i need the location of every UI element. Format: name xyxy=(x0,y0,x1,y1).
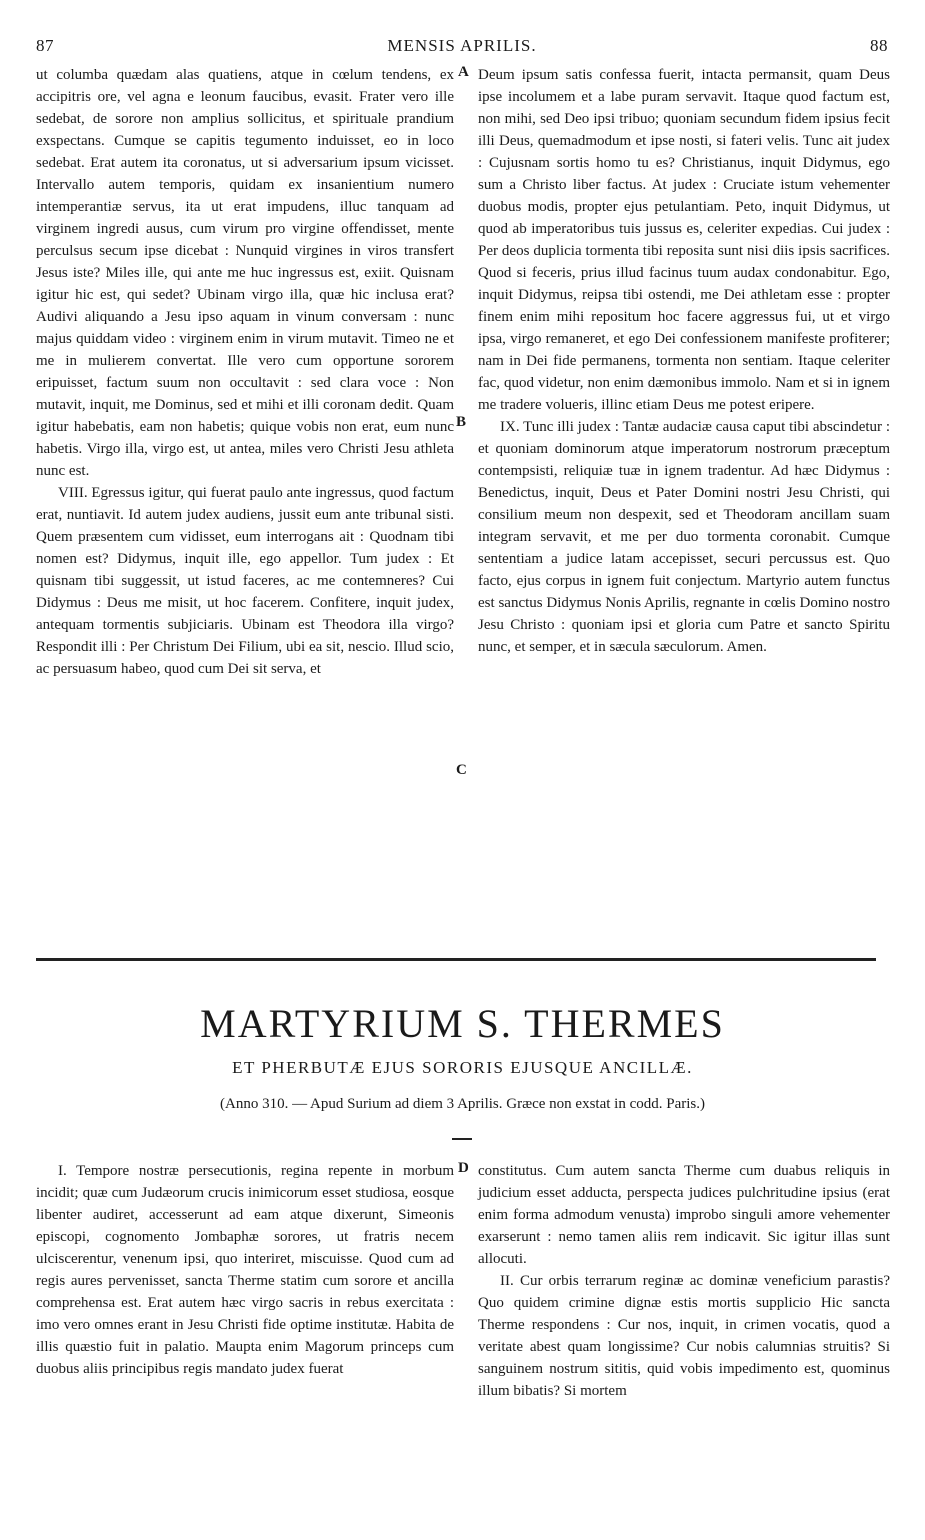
running-title: MENSIS APRILIS. xyxy=(387,36,537,55)
section-note: (Anno 310. — Apud Surium ad diem 3 Aprilis. Græce non exstat in codd. Paris.) xyxy=(220,1096,705,1112)
section-title: MARTYRIUM S. THERMES xyxy=(200,1001,725,1046)
paragraph: II. Cur orbis terrarum reginæ ac dominæ veneficium parastis? Quo quidem crimine dignæ estis mortis supplicio Hic sancta Therme respondens : Cur nos, inquit, in crimen vocatis, quod a veritate abest quam longissime? Cur nobis calumnias struitis? Si sanguinem nostrum sititis, quid vobis impedimento est, quominus illum bibatis? Si mortem xyxy=(478,1273,890,1399)
bottom-left-column xyxy=(36,1160,454,1380)
paragraph: Deum ipsum satis confessa fuerit, intacta permansit, quam Deus ipse incolumem et a labe puram servavit. Itaque quod factum est, non mihi, sed Deo ipsi tribuo; quoniam secundum fidem ipsius fecit illi Deus, quemadmodum et ipse nosti, si fateri velis. Tunc ait judex : Cujusnam sortis homo tu es? Christianus, inquit Didymus, ego sum a Christo liber factus. At judex : Cruciate istum vehementer duobus modis, propter ejus petulantiam. Peto, inquit Didymus, ut quod ab imperatoribus tuis jussus es, celeriter expedias. Cui judex : Per deos duplicia tormenta tibi reposita sunt nisi diis ipsis sacrifices. Quod si feceris, prius illud facinus tuum audax condonabitur. Ego, inquit Didymus, reipsa tibi ostendi, me Dei athletam esse : propter finem enim mihi repositum hoc facere aggressus fui, ut et virgo ipsa, virgo remaneret, et ego Dei confessionem manifeste profiterer; nam in Dei fide permanens, tormenta non sentiam. Itaque celeriter fac, quod videtur, non enim dæmonibus immolo. Nam et si in ignem me tradere volueris, illinc etiam Deus me potest eripere. xyxy=(478,67,890,413)
page-number-left: 87 xyxy=(36,36,54,55)
paragraph: VIII. Egressus igitur, qui fuerat paulo ante ingressus, quod factum erat, nuntiavit. Id autem judex audiens, jussit eum ante tribunal sisti. Quem præsentem cum vidisset, eum interrogans ait : Quodnam tibi nomen est? Didymus, inquit ille, ego appellor. Tum judex : Et quisnam tibi suggessit, ut istud faceres, ac me contemneres? Cui Didymus : Deus me misit, ut hoc facerem. Confitere, inquit judex, antequam tormentis subjiciaris. Ubinam est Theodora illa virgo? Respondit illi : Per Christum Dei Filium, ubi ea sit, nescio. Illud scio, ac persuasum habeo, quod cum Dei sit serva, et xyxy=(36,485,454,677)
margin-letter-c: C xyxy=(456,762,467,778)
margin-letter-d: D xyxy=(458,1160,469,1176)
paragraph: ut columba quædam alas quatiens, atque in cœlum tendens, ex accipitris ore, vel agna e leonum faucibus, evasit. Frater vero ille sedebat, de sorore non amplius sollicitus, et spirituale prandium exspectans. Cumque se capitis tegumento induisset, eo in loco sedebat. Erat autem ita coronatus, ut si adversarium ipsum vicisset. Intervallo autem temporis, quidam ex insanientium numero intemperantiæ servus, ita ut erat impudens, illuc tanquam ad virginem ingredi ausus, cum virum pro virgine offendisset, mente perculsus secum ipse dicebat : Nunquid virgines in viros transfert Jesus iste? Miles ille, qui ante me huc ingressus est, exiit. Quisnam igitur hic est, qui sedet? Ubinam virgo illa, quæ hic inclusa erat? Audivi aliquando a Jesu ipso aquam in vinum conversam : nunc majus quiddam video : virginem enim in virum mutavit. Timeo ne et me in mulierem convertat. Ille vero cum opportune sororem eripuisset, factum suum non occultavit : sed clara voce : Non mutavit, inquit, me Dominus, sed et mihi et illi coronam dedit. Quam igitur habebatis, eam non habetis; quique vobis non erat, eum nunc habetis. Virgo illa, virgo est, ut antea, miles vero Christi Jesu athleta nunc est. xyxy=(36,67,454,479)
title-dash xyxy=(452,1138,472,1140)
paragraph: I. Tempore nostræ persecutionis, regina repente in morbum incidit; quæ cum Judæorum crucis inimicorum esset studiosa, eosque libenter audiret, accesserunt ad eam atque dixerunt, Simeonis episcopi, cognomento Jombaphæ sorores, ut fratris necem ulciscerentur, venenum ipsi, quo interiret, miscuisse. Quod cum ad regis aures pervenisset, sancta Therme statim cum sorore et ancilla comprehensa est. Erat autem hæc virgo sacris in rebus exercitata : imo vero omnes erant in Jesu Christi fide optime institutæ. Habita de illis quæstio fuit in palatio. Maupta enim Magorum princeps cum duobus aliis principibus regis mandato judex fuerat xyxy=(36,1163,454,1377)
paragraph: IX. Tunc illi judex : Tantæ audaciæ causa caput tibi abscindetur : et quoniam dominorum atque imperatorum nostrorum præceptum contempsisti, reliquiæ tuæ in ignem tradentur. Ad hæc Didymus : Benedictus, inquit, Deus et Pater Domini nostri Jesu Christi, qui consilium meum non despexit, sed et Theodoram ancillam suam integram servavit, et me per duo tormenta coronabit. Cumque sententiam a judice latam accepisset, securi percussus est. Quo facto, ejus corpus in ignem fuit conjectum. Martyrio autem functus est sanctus Didymus Nonis Aprilis, regnante in cœlis Domino nostro Jesu Christo : quoniam ipsi et gloria cum Patre et sancto Spiritu nunc, et semper, et in sæcula sæculorum. Amen. xyxy=(478,419,890,655)
top-left-column xyxy=(36,64,454,680)
top-right-column xyxy=(478,64,890,658)
bottom-right-column xyxy=(478,1160,890,1402)
section-divider xyxy=(36,958,876,961)
page-number-right: 88 xyxy=(870,36,888,55)
paragraph: constitutus. Cum autem sancta Therme cum duabus reliquis in judicium esset adducta, perspecta judices pulchritudine ipsius (erat enim forma admodum venusta) improbo singuli amore vehementer exarserunt : nemo tamen aliis rem indicavit. Sic igitur illas sunt allocuti. xyxy=(478,1163,890,1267)
page-header xyxy=(36,36,888,62)
section-subtitle: ET PHERBUTÆ EJUS SORORIS EJUSQUE ANCILLÆ. xyxy=(232,1058,693,1077)
margin-letter-a: A xyxy=(458,64,469,80)
margin-letter-b: B xyxy=(456,414,467,430)
